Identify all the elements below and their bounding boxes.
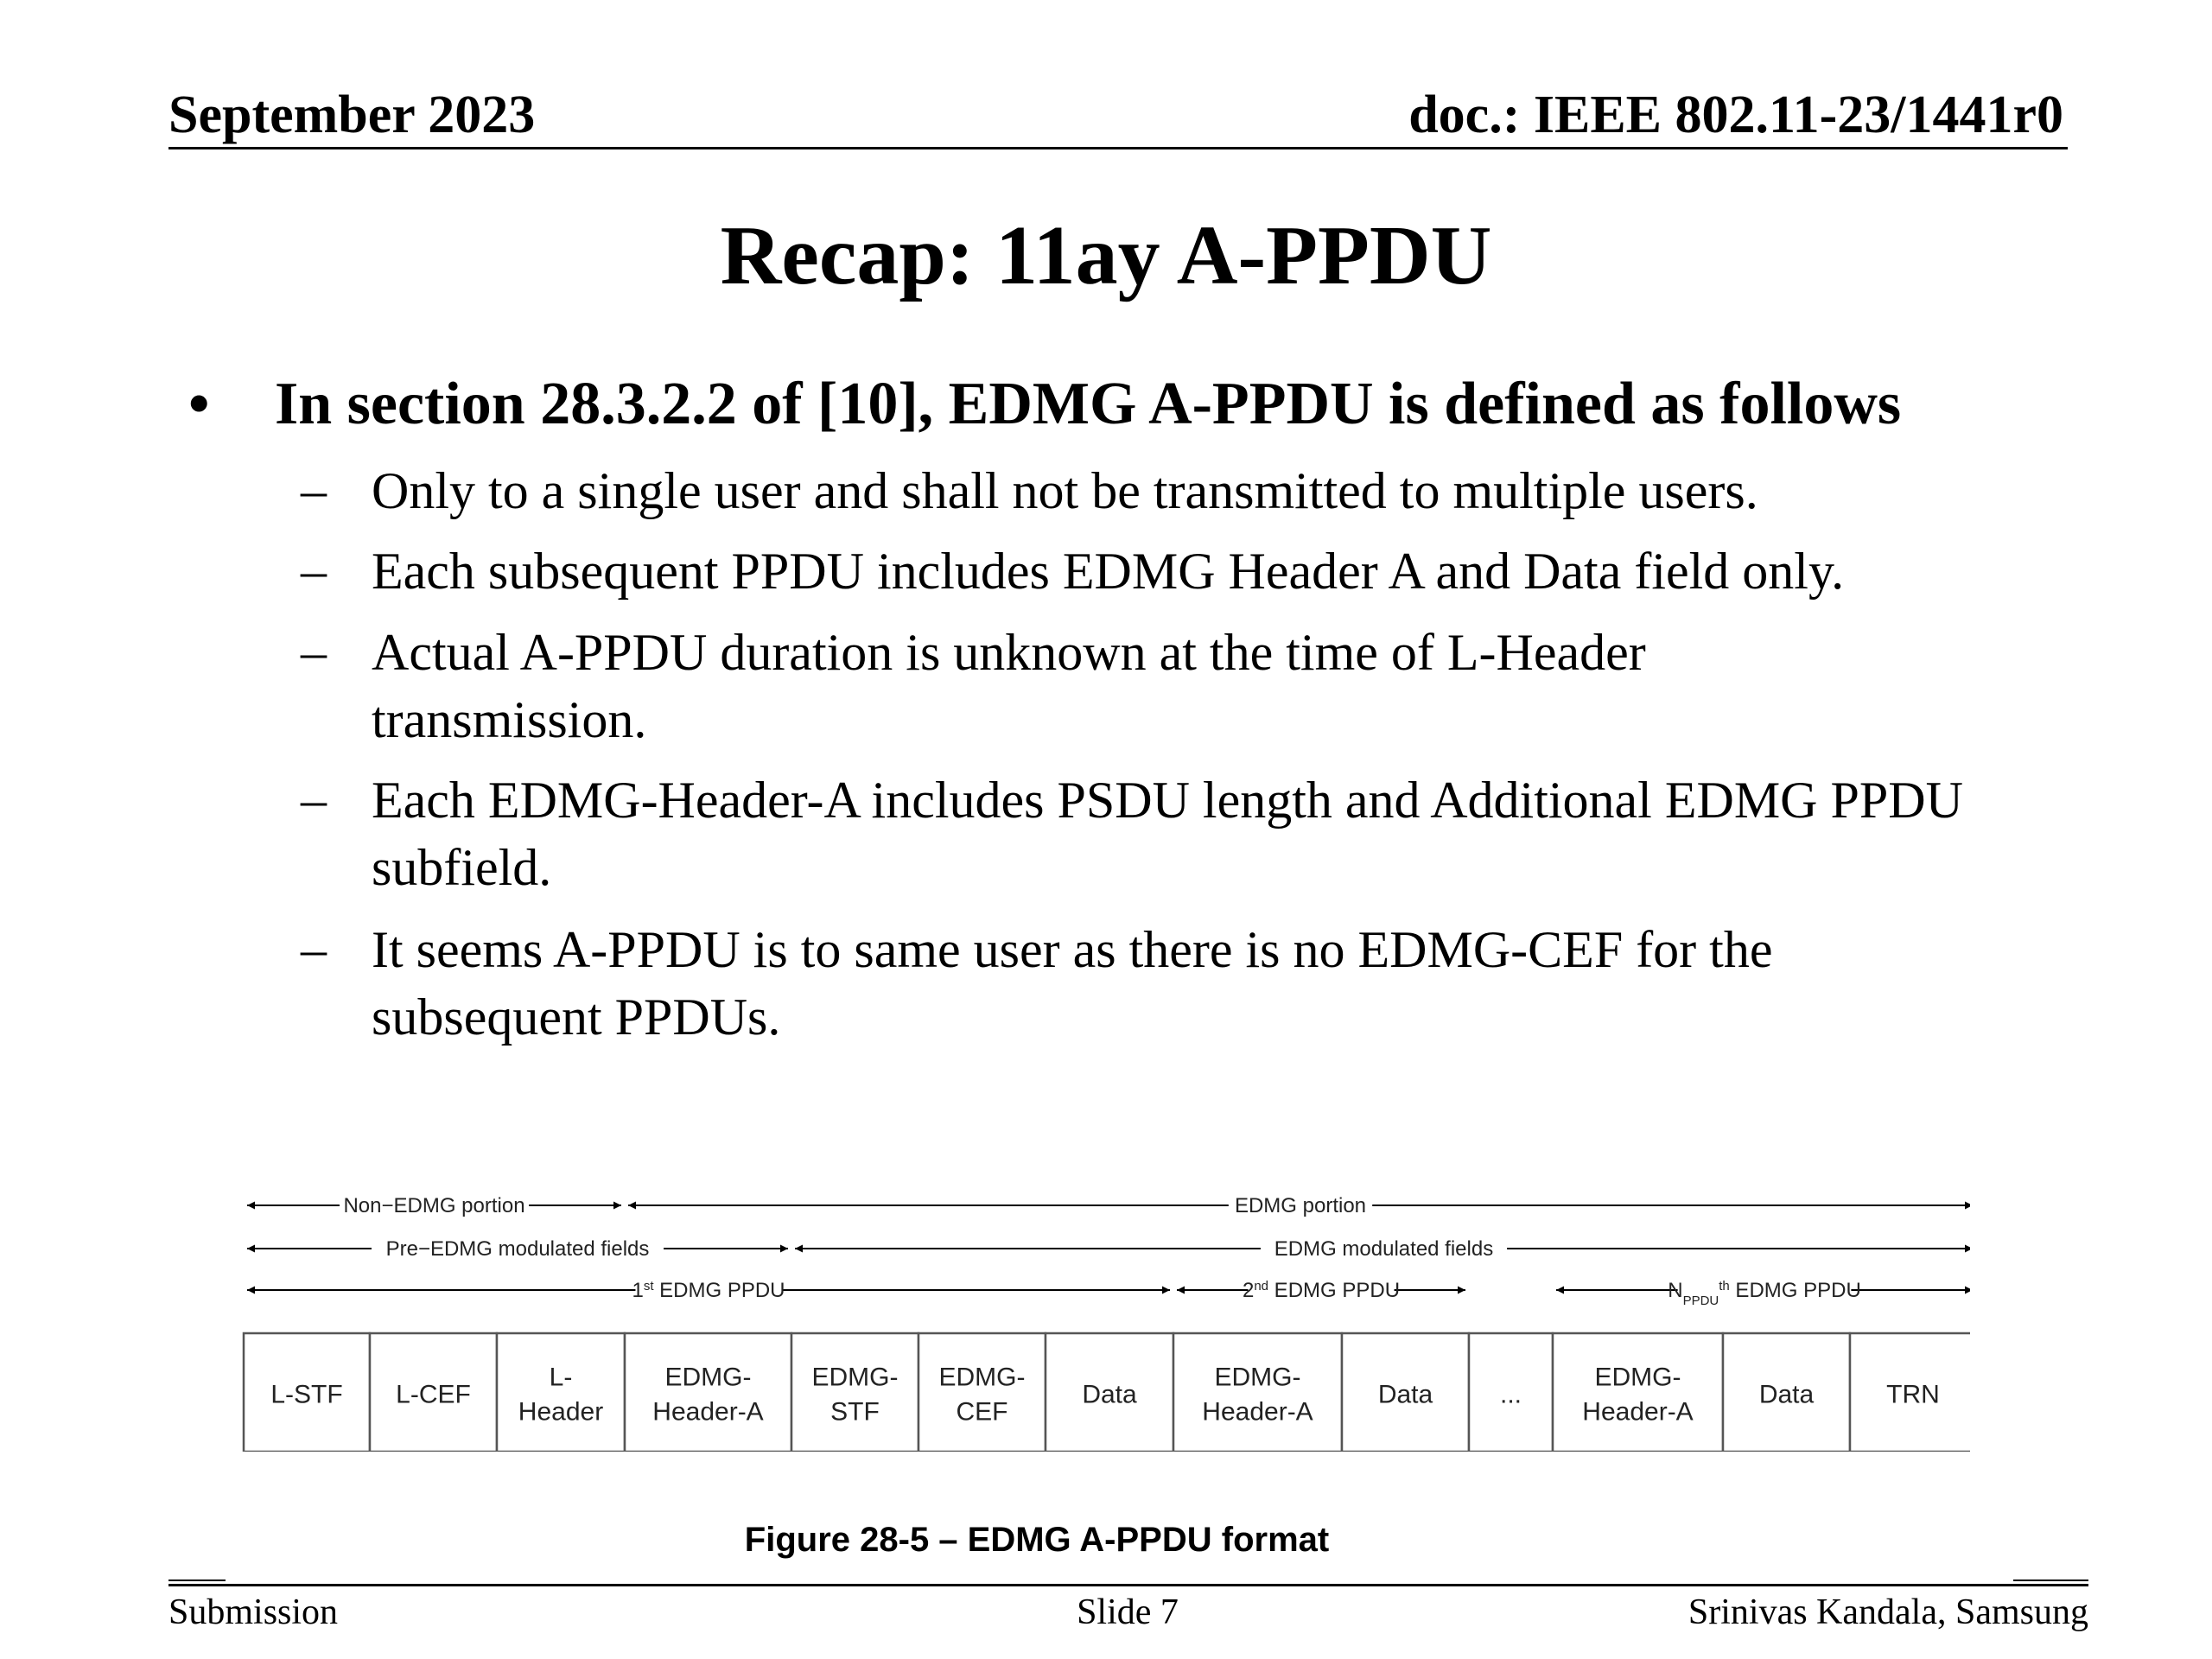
edmg-portion-span <box>628 1194 1970 1217</box>
edmg-modulated-fields-span <box>795 1237 1970 1261</box>
pre-edmg-fields-span-label: Pre−EDMG modulated fields <box>385 1237 650 1261</box>
field-box <box>1850 1333 1970 1452</box>
main-bullet: In section 28.3.2.2 of [10], EDMG A-PPDU is defined as follows <box>275 371 1902 437</box>
field-label: Header-A <box>652 1397 764 1427</box>
non-edmg-portion-span <box>247 1194 621 1217</box>
non-edmg-portion-span-label: Non−EDMG portion <box>343 1194 525 1217</box>
nth-ppdu-span-label: $N_{PPDU}^{th}$ EDMG PPDU <box>1668 1278 1861 1308</box>
field-box-outline <box>625 1333 791 1452</box>
sub-bullet-marker: – <box>301 542 327 599</box>
field-label: L- <box>549 1363 573 1392</box>
footer-divider <box>168 1584 2088 1586</box>
first-ppdu-span <box>247 1279 1170 1303</box>
footer-tick-left <box>168 1580 226 1581</box>
sub-bullet-5: It seems A-PPDU is to same user as there is no EDMG-CEF for the subsequent PPDUs. <box>372 921 1773 1046</box>
footer-submission: Submission <box>168 1592 339 1632</box>
field-label: EDMG- <box>1214 1363 1301 1392</box>
field-label: STF <box>830 1397 880 1427</box>
field-boxes <box>244 1333 1970 1452</box>
field-box <box>791 1333 918 1452</box>
sub-bullet-marker: – <box>301 461 327 518</box>
field-box-outline <box>497 1333 625 1452</box>
sub-bullet-2: Each subsequent PPDU includes EDMG Header A and Data field only. <box>372 543 1845 600</box>
field-label: CEF <box>956 1397 1008 1427</box>
field-box-outline <box>1173 1333 1342 1452</box>
field-box <box>1173 1333 1342 1452</box>
field-box-outline <box>1553 1333 1723 1452</box>
field-box <box>1342 1333 1469 1452</box>
field-label: EDMG- <box>938 1363 1026 1392</box>
sub-bullet-marker: – <box>301 920 327 977</box>
field-label: ... <box>1499 1380 1522 1409</box>
footer-tick-right <box>2013 1580 2088 1581</box>
field-label: Data <box>1082 1380 1137 1409</box>
bullet-marker: • <box>188 371 210 437</box>
field-label: TRN <box>1886 1380 1940 1409</box>
second-ppdu-span <box>1177 1279 1465 1303</box>
field-box <box>370 1333 497 1452</box>
field-box <box>918 1333 1046 1452</box>
field-label: EDMG- <box>664 1363 752 1392</box>
field-box <box>1046 1333 1173 1452</box>
field-label: EDMG- <box>1594 1363 1681 1392</box>
first-ppdu-span-label: 1st EDMG PPDU <box>632 1278 785 1302</box>
span-arrows <box>247 1194 1970 1308</box>
field-label: Header-A <box>1582 1397 1694 1427</box>
field-label: Data <box>1377 1380 1433 1409</box>
a-ppdu-diagram <box>233 1175 1970 1452</box>
field-box <box>244 1333 370 1452</box>
field-box-outline <box>918 1333 1046 1452</box>
header-doc-id: doc.: IEEE 802.11-23/1441r0 <box>1408 86 2063 144</box>
footer-author: Srinivas Kandala, Samsung <box>1688 1592 2088 1632</box>
footer-slide-number: Slide 7 <box>1077 1592 1179 1632</box>
field-label: Header-A <box>1202 1397 1313 1427</box>
field-box <box>625 1333 791 1452</box>
field-label: L-CEF <box>396 1380 471 1409</box>
field-box <box>1553 1333 1723 1452</box>
sub-bullet-3: Actual A-PPDU duration is unknown at the time of L-Header transmission. <box>372 624 1646 748</box>
field-box-outline <box>791 1333 918 1452</box>
second-ppdu-span-label: 2nd EDMG PPDU <box>1242 1278 1401 1302</box>
sub-bullet-4: Each EDMG-Header-A includes PSDU length and Additional EDMG PPDU subfield. <box>372 772 1963 896</box>
a-ppdu-format-figure <box>233 1175 1970 1452</box>
field-box <box>497 1333 625 1452</box>
field-label: Data <box>1758 1380 1815 1409</box>
field-label: EDMG- <box>811 1363 899 1392</box>
field-label: L-STF <box>270 1380 343 1409</box>
field-box <box>1469 1333 1553 1452</box>
edmg-modulated-fields-span-label: EDMG modulated fields <box>1274 1237 1494 1261</box>
figure-caption: Figure 28-5 – EDMG A-PPDU format <box>744 1521 1330 1559</box>
sub-bullet-1: Only to a single user and shall not be transmitted to multiple users. <box>372 462 1758 519</box>
sub-bullet-marker: – <box>301 623 327 680</box>
header-date: September 2023 <box>168 86 536 144</box>
slide-title: Recap: 11ay A-PPDU <box>720 209 1492 302</box>
sub-bullet-marker: – <box>301 771 327 828</box>
edmg-portion-span-label: EDMG portion <box>1234 1194 1367 1217</box>
field-box <box>1723 1333 1850 1452</box>
pre-edmg-fields-span <box>247 1237 788 1261</box>
nth-ppdu-span <box>1556 1279 1970 1308</box>
field-label: Header <box>518 1397 604 1427</box>
